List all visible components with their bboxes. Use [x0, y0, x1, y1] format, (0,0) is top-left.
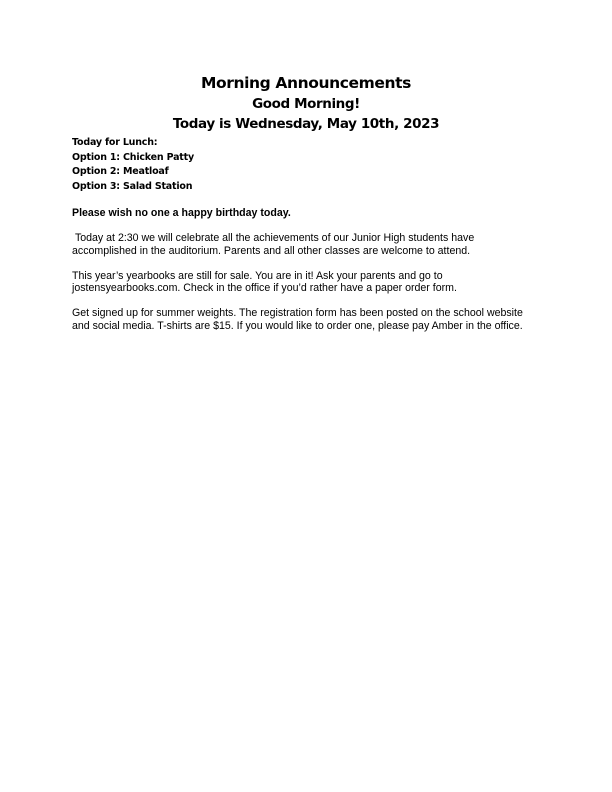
section-spacer: [72, 194, 540, 207]
birthday-announcement: Please wish no one a happy birthday today.: [72, 207, 291, 219]
lunch-section: [72, 136, 540, 194]
lunch-option-3: Option 3: Salad Station: [72, 180, 193, 192]
page-title: Morning Announcements: [200, 74, 411, 92]
summer-weights-announcement: Get signed up for summer weights. The registration form has been posted on the school website and social media. T-shirts are $15. If you would like to order one, please pay Amber in the office.: [72, 307, 526, 332]
lunch-option-2: Option 2: Meatloaf: [72, 166, 169, 177]
lunch-option-1: Option 1: Chicken Patty: [72, 151, 194, 163]
greeting: Good Morning!: [252, 96, 360, 112]
document-page: [72, 72, 540, 345]
date-line: Today is Wednesday, May 10th, 2023: [172, 116, 440, 132]
lunch-heading: Today for Lunch:: [72, 137, 158, 148]
celebration-announcement: Today at 2:30 we will celebrate all the achievements of our Junior High students have accomplished in the auditorium. Parents and all other classes are welcome to attend.: [72, 232, 478, 257]
yearbook-announcement: This year’s yearbooks are still for sale. You are in it! Ask your parents and go to jostensyearbooks.com. Check in the office if you’d rather have a paper order form.: [72, 269, 457, 295]
